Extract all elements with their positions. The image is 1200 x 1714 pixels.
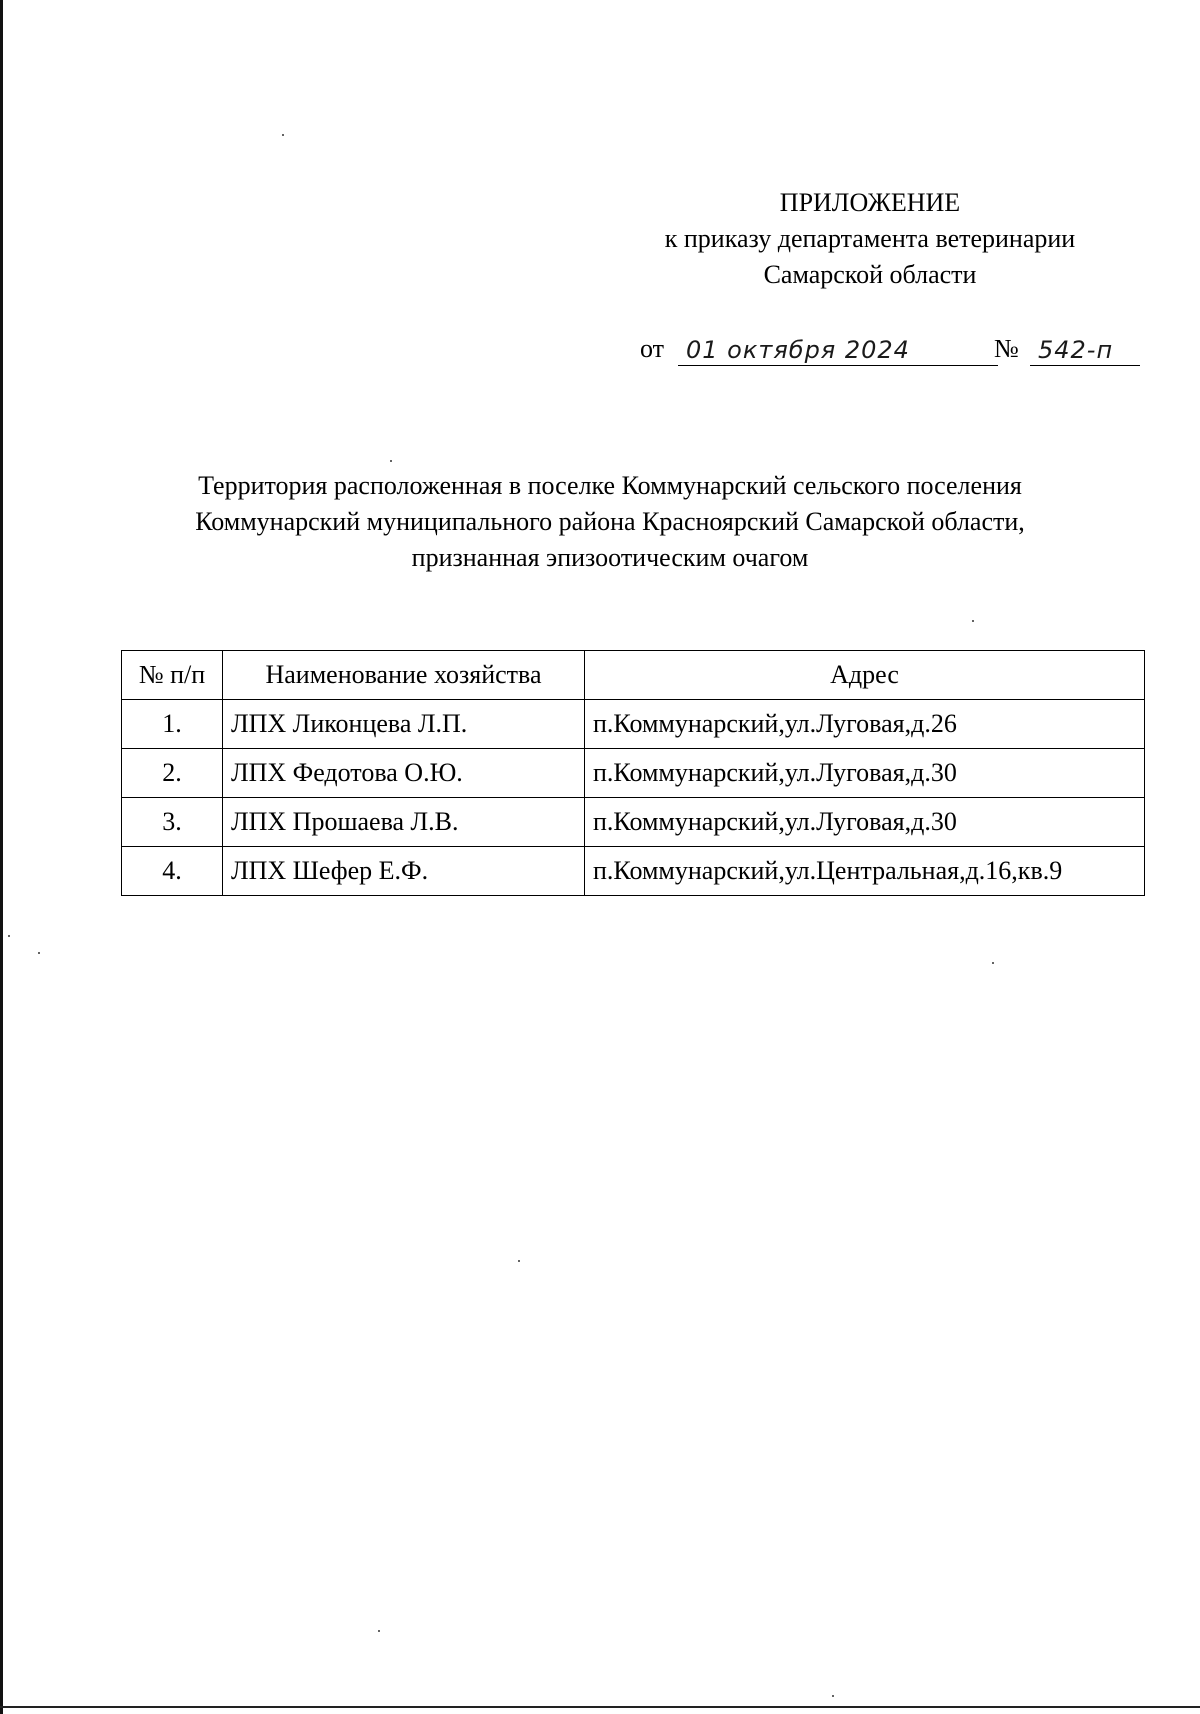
order-number-label: № [994,334,1019,363]
document-title-line-1: Территория расположенная в поселке Коммунарский сельского поселения [198,471,1022,500]
appendix-line-2: Самарской области [763,260,977,289]
order-date-underline [678,365,998,366]
table-row [122,749,1145,798]
table-row [122,798,1145,847]
document-title [130,468,1090,576]
scan-speck [972,620,974,622]
table-row [122,700,1145,749]
row-address: п.Коммунарский,ул.Луговая,д.26 [585,700,1145,749]
row-household-name: ЛПХ Федотова О.Ю. [223,749,585,798]
table-header-row [122,651,1145,700]
scan-speck [390,460,392,462]
scan-speck [378,1630,380,1632]
document-title-line-2: Коммунарский муниципального района Красноярский Самарской области, [195,507,1025,536]
row-address: п.Коммунарский,ул.Луговая,д.30 [585,749,1145,798]
scan-speck [518,1260,520,1262]
scan-border-bottom [0,1706,1200,1708]
order-date-handwritten: 01 октября 2024 [686,336,910,364]
row-household-name: ЛПХ Шефер Е.Ф. [223,847,585,896]
row-number: 1. [122,700,223,749]
order-date-label: от [640,334,665,363]
table-row [122,847,1145,896]
order-number-underline [1030,365,1140,366]
scan-speck [992,962,994,964]
scan-speck [8,935,10,937]
scan-speck [282,134,284,136]
row-household-name: ЛПХ Прошаева Л.В. [223,798,585,847]
header-address: Адрес [585,651,1145,700]
row-number: 4. [122,847,223,896]
header-number: № п/п [122,651,223,700]
appendix-heading [610,185,1130,293]
row-address: п.Коммунарский,ул.Луговая,д.30 [585,798,1145,847]
scan-speck [832,1695,834,1697]
households-table [121,650,1145,896]
row-address: п.Коммунарский,ул.Центральная,д.16,кв.9 [585,847,1145,896]
row-household-name: ЛПХ Ликонцева Л.П. [223,700,585,749]
appendix-line-1: к приказу департамента ветеринарии [664,224,1076,253]
appendix-title: ПРИЛОЖЕНИЕ [779,188,961,217]
scan-speck [38,952,40,954]
order-reference [640,328,1140,368]
document-title-line-3: признанная эпизоотическим очагом [411,543,809,572]
header-household-name: Наименование хозяйства [223,651,585,700]
scan-border-left [0,0,3,1714]
order-number-handwritten: 542-п [1038,336,1114,364]
row-number: 2. [122,749,223,798]
row-number: 3. [122,798,223,847]
